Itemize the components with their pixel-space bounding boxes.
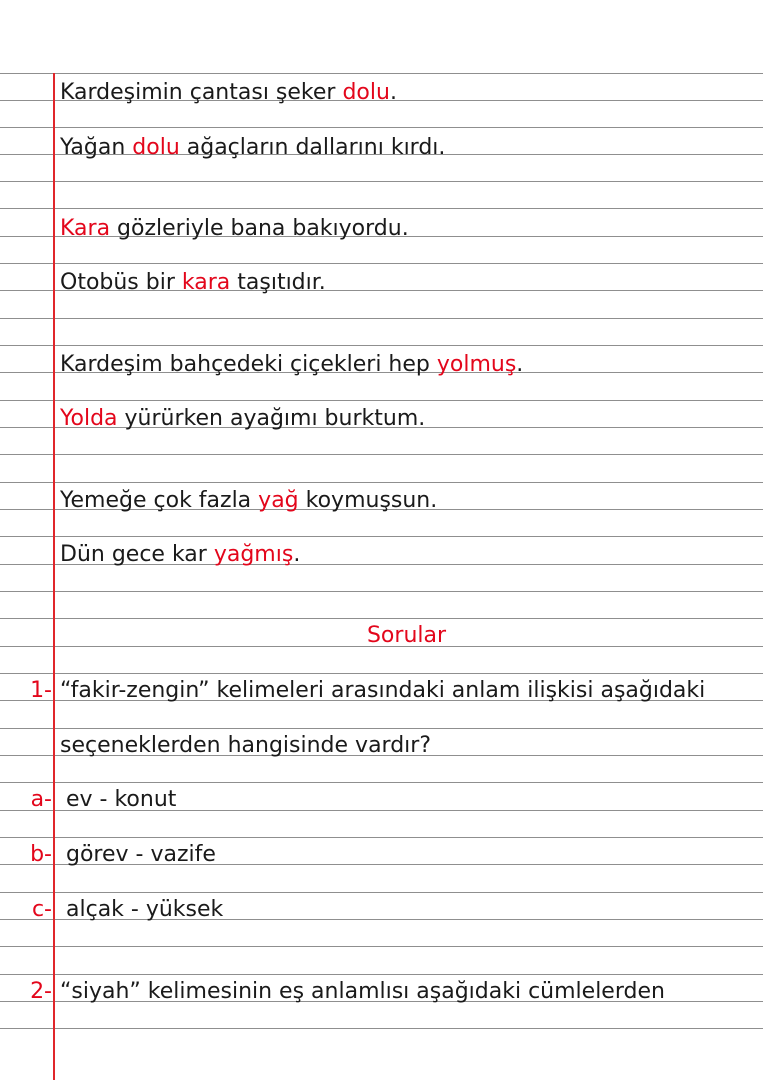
rule-line [0,127,763,128]
rule-line [0,454,763,455]
margin-line [53,73,55,1080]
rule-line [0,1028,763,1029]
option-c-text: alçak - yüksek [66,897,224,922]
highlighted-word: dolu [342,80,390,105]
rule-line [0,345,763,346]
sentence-fragment: yürürken ayağımı burktum. [117,406,426,431]
sentence-5 [60,351,523,378]
sentence-6 [60,405,425,432]
highlighted-word: kara [181,270,231,295]
rule-line [0,837,763,838]
sentence-fragment: gözleriyle bana bakıyordu. [110,216,409,241]
rule-line [0,208,763,209]
section-heading: Sorular [366,623,447,648]
highlighted-word: dolu [132,135,180,160]
sentence-fragment: taşıtıdır. [230,270,326,295]
sentence-7 [60,487,437,514]
option-a-letter: a- [30,787,52,812]
rule-line [0,400,763,401]
highlighted-word: yağ [258,488,299,513]
rule-line [0,618,763,619]
question-2-number: 2- [30,979,52,1004]
sentence-fragment: . [516,352,524,377]
rule-line [0,974,763,975]
sentence-fragment: Otobüs bir [60,270,182,295]
sentence-fragment: . [293,542,301,567]
question-1-number: 1- [30,678,52,703]
rule-line [0,892,763,893]
sentence-fragment: . [389,80,397,105]
sentence-fragment: Dün gece kar [60,542,214,567]
rule-line [0,782,763,783]
sentence-fragment: Kardeşimin çantası şeker [60,80,343,105]
rule-line [0,181,763,182]
sentence-fragment: koymuşsun. [298,488,438,513]
rule-line [0,482,763,483]
option-b-letter: b- [30,842,52,867]
rule-line [0,728,763,729]
rule-line [0,536,763,537]
sentence-4 [60,269,326,296]
highlighted-word: Kara [60,216,111,241]
sentence-fragment: Kardeşim bahçedeki çiçekleri hep [60,352,437,377]
rule-line [0,673,763,674]
rule-line [0,946,763,947]
highlighted-word: Yolda [60,406,118,431]
sentence-fragment: ağaçların dallarını kırdı. [179,135,446,160]
sentence-3 [60,215,409,242]
question-1-text: “fakir-zengin” kelimeleri arasındaki anlam ilişkisi aşağıdaki [60,678,706,703]
highlighted-word: yolmuş [436,352,517,377]
sentence-2 [60,134,445,161]
rule-line [0,263,763,264]
option-a-text: ev - konut [66,787,177,812]
sentence-1 [60,79,397,106]
question-2-text: “siyah” kelimesinin eş anlamlısı aşağıdaki cümlelerden [60,979,665,1004]
option-b-text: görev - vazife [66,842,216,867]
rule-line [0,591,763,592]
sentence-fragment: Yağan [60,135,133,160]
option-c-letter: c- [31,897,52,922]
rule-line [0,73,763,74]
question-1-text-cont: seçeneklerden hangisinde vardır? [60,733,432,758]
sentence-fragment: Yemeğe çok fazla [60,488,259,513]
sentence-8 [60,541,300,568]
highlighted-word: yağmış [213,542,294,567]
rule-line [0,318,763,319]
